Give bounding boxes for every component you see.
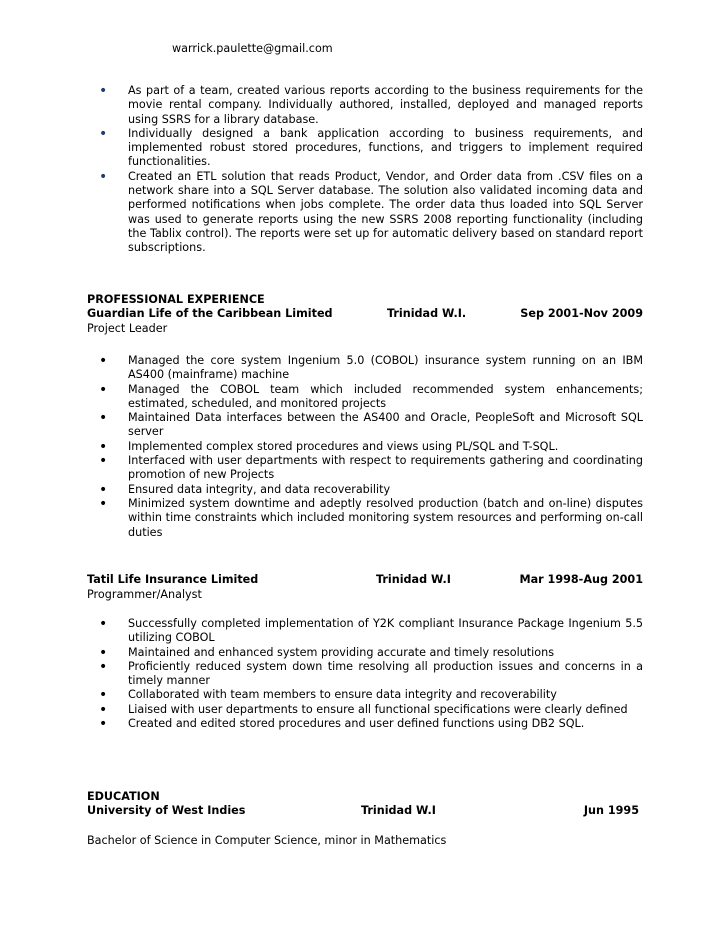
experience-section: [87, 293, 643, 337]
list-item: • Created an ETL solution that reads Product, Vendor, and Order data from .CSV files on a network share into a SQL Server database. The solution also validated incoming data and performed notifications when jobs complete. The order data thus loaded into SQL Server was used to generate reports using the new SSRS 2008 reporting functionality (including the Tablix control). The reports were set up for automatic delivery based on standard report subscriptions.: [99, 168, 643, 255]
bullet-icon: •: [99, 481, 108, 498]
job-header-tatil: [87, 573, 643, 588]
job-bullet-list: [87, 617, 643, 731]
job-header-guardian: [87, 307, 643, 322]
job-title: Programmer/Analyst: [87, 588, 202, 601]
bullet-icon: •: [99, 410, 108, 427]
list-item: • Managed the core system Ingenium 5.0 (COBOL) insurance system running on an IBM AS400 (mainframe) machine: [99, 353, 643, 382]
bullet-icon: •: [99, 616, 108, 632]
list-item: • Liaised with user departments to ensure all functional specifications were clearly defined: [99, 701, 628, 718]
education-header: [87, 804, 643, 819]
list-item: • Maintained Data interfaces between the AS400 and Oracle, PeopleSoft and Microsoft SQL server: [99, 410, 643, 439]
job-title: Project Leader: [87, 322, 168, 336]
degree: Bachelor of Science in Computer Science, minor in Mathematics: [87, 834, 447, 847]
list-item: • As part of a team, created various reports according to the business requirements for the movie rental company. Individually authored, installed, deployed and managed reports using SSRS for a library database.: [99, 83, 643, 126]
job-tatil: [87, 573, 643, 602]
bullet-icon: •: [99, 658, 108, 675]
job-bullet-list: [87, 354, 643, 540]
bullet-icon: •: [99, 687, 108, 704]
bullet-icon: •: [99, 438, 108, 455]
job-location: Trinidad W.I.: [387, 307, 467, 321]
tatil-bullets: [87, 617, 643, 731]
bullet-icon: •: [99, 381, 108, 398]
list-item: • Implemented complex stored procedures and views using PL/SQL and T-SQL.: [99, 438, 559, 455]
bullet-icon: •: [99, 168, 108, 185]
list-item: • Minimized system downtime and adeptly resolved production (batch and on-line) disputes within time constraints which included monitoring system resources and performing on-call duties: [99, 495, 643, 539]
bullet-icon: •: [99, 453, 108, 470]
list-item: • Individually designed a bank application according to business requirements, and implemented robust stored procedures, functions, and triggers to implement required functionalities.: [99, 125, 643, 169]
list-item: • Managed the COBOL team which included recommended system enhancements; estimated, scheduled, and monitored projects: [99, 381, 643, 410]
bullet-icon: •: [99, 125, 108, 142]
school-location: Trinidad W.I: [361, 804, 436, 818]
bullet-icon: •: [99, 644, 108, 661]
intro-bullet-list: [87, 84, 643, 256]
list-item: • Created and edited stored procedures and user defined functions using DB2 SQL.: [99, 716, 585, 733]
company-name: Guardian Life of the Caribbean Limited: [87, 307, 333, 321]
job-dates: Sep 2001-Nov 2009: [520, 307, 643, 321]
graduation-date: Jun 1995: [583, 804, 639, 818]
guardian-bullets: [87, 354, 643, 540]
list-item: • Proficiently reduced system down time resolving all production issues and concerns in a timely manner: [99, 658, 643, 688]
list-item: • Ensured data integrity, and data recoverability: [99, 481, 391, 498]
bullet-icon: •: [99, 495, 108, 512]
bullet-icon: •: [99, 716, 108, 733]
list-item: • Maintained and enhanced system providing accurate and timely resolutions: [99, 644, 555, 661]
job-location: Trinidad W.I: [376, 573, 451, 586]
section-heading-education: EDUCATION: [87, 790, 160, 803]
bullet-icon: •: [99, 83, 108, 99]
section-heading-experience: PROFESSIONAL EXPERIENCE: [87, 293, 265, 306]
intro-section: [87, 84, 643, 256]
bullet-icon: •: [99, 353, 108, 369]
list-item: • Successfully completed implementation of Y2K compliant Insurance Package Ingenium 5.5 utilizing COBOL: [99, 616, 643, 645]
job-dates: Mar 1998-Aug 2001: [519, 573, 643, 586]
education-section: [87, 790, 643, 819]
company-name: Tatil Life Insurance Limited: [87, 573, 259, 586]
school-name: University of West Indies: [87, 804, 246, 818]
list-item: • Interfaced with user departments with respect to requirements gathering and coordinating promotion of new Projects: [99, 453, 643, 482]
email-address: warrick.paulette@gmail.com: [172, 42, 333, 55]
list-item: • Collaborated with team members to ensure data integrity and recoverability: [99, 687, 557, 704]
bullet-icon: •: [99, 701, 108, 718]
